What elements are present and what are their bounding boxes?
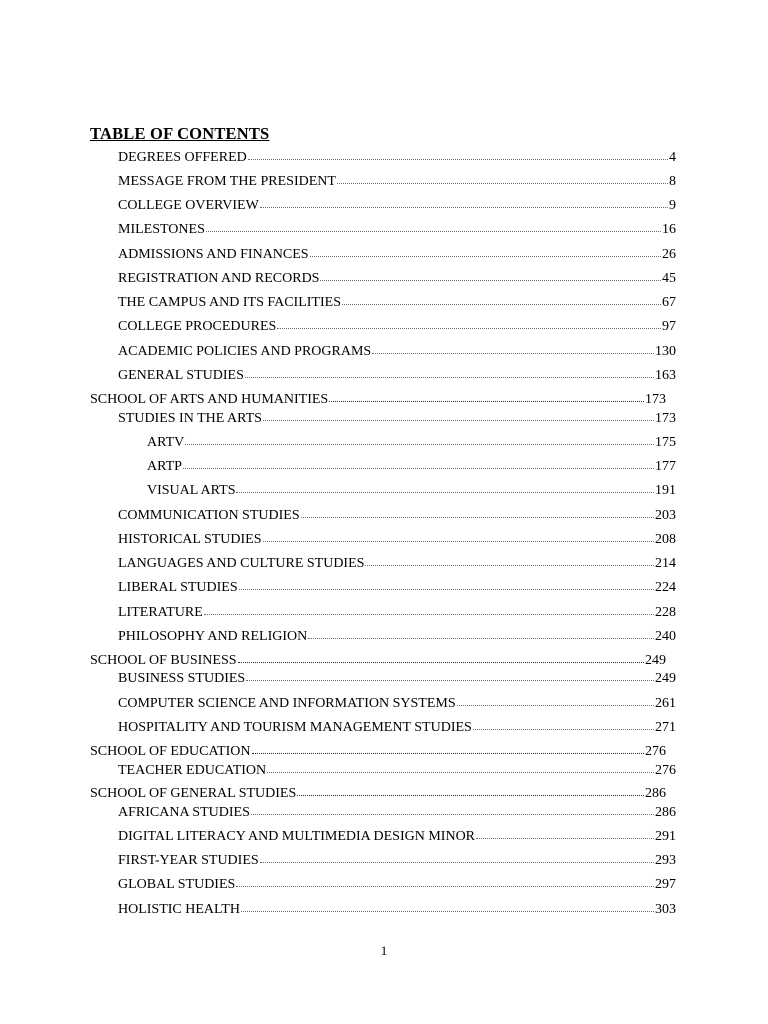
toc-title: TABLE OF CONTENTS	[90, 124, 270, 143]
toc-entry-page: 293	[655, 853, 676, 868]
page-number: 1	[380, 943, 388, 958]
toc-entry[interactable]	[118, 852, 676, 870]
toc-entry-label: DEGREES OFFERED	[118, 150, 247, 165]
toc-entry[interactable]	[118, 343, 676, 361]
dot-leader	[239, 588, 654, 590]
toc-entry-page: 26	[662, 247, 676, 262]
dot-leader	[365, 564, 654, 566]
toc-entry-label: ARTP	[147, 459, 182, 474]
toc-entry[interactable]	[118, 221, 676, 239]
toc-entry[interactable]	[118, 876, 676, 894]
toc-entry[interactable]	[118, 604, 676, 622]
toc-entry-label: LANGUAGES AND CULTURE STUDIES	[118, 556, 365, 571]
toc-entry-page: 276	[655, 763, 676, 778]
toc-entry-page: 228	[655, 605, 676, 620]
toc-entry-page: 97	[662, 319, 676, 334]
dot-leader	[329, 400, 644, 402]
dot-leader	[337, 182, 668, 184]
dot-leader	[263, 540, 654, 542]
toc-entry[interactable]	[118, 507, 676, 525]
toc-entry-label: HOSPITALITY AND TOURISM MANAGEMENT STUDIES	[118, 720, 472, 735]
toc-entry-label: STUDIES IN THE ARTS	[118, 411, 262, 426]
dot-leader	[252, 752, 645, 754]
toc-entry-label: GLOBAL STUDIES	[118, 877, 236, 892]
toc-entry[interactable]	[90, 652, 666, 670]
toc-entry-label: COLLEGE PROCEDURES	[118, 319, 277, 334]
toc-entry[interactable]	[118, 670, 676, 688]
dot-leader	[267, 771, 654, 773]
toc-entry-label: TEACHER EDUCATION	[118, 763, 267, 778]
toc-entry-page: 303	[655, 902, 676, 917]
toc-entry-page: 276	[645, 744, 666, 759]
toc-entry-label: SCHOOL OF BUSINESS	[90, 653, 237, 668]
toc-entry-label: HISTORICAL STUDIES	[118, 532, 262, 547]
dot-leader	[297, 794, 644, 796]
dot-leader	[204, 613, 654, 615]
dot-leader	[241, 910, 654, 912]
dot-leader	[277, 327, 661, 329]
toc-entry-label: REGISTRATION AND RECORDS	[118, 271, 320, 286]
toc-entry-label: SCHOOL OF EDUCATION	[90, 744, 251, 759]
toc-entry[interactable]	[118, 270, 676, 288]
toc-entry-page: 214	[655, 556, 676, 571]
dot-leader	[320, 279, 661, 281]
dot-leader	[263, 419, 654, 421]
dot-leader	[183, 467, 654, 469]
toc-entry[interactable]	[118, 762, 676, 780]
toc-entry-page: 4	[669, 150, 676, 165]
dot-leader	[236, 885, 654, 887]
dot-leader	[457, 704, 654, 706]
toc-entry-page: 45	[662, 271, 676, 286]
toc-entry-page: 67	[662, 295, 676, 310]
toc-entry-page: 249	[655, 671, 676, 686]
toc-entry-page: 8	[669, 174, 676, 189]
toc-entry-page: 271	[655, 720, 676, 735]
dot-leader	[185, 443, 654, 445]
toc-entry-label: PHILOSOPHY AND RELIGION	[118, 629, 308, 644]
toc-entry-page: 203	[655, 508, 676, 523]
toc-entry[interactable]	[118, 318, 676, 336]
toc-entry[interactable]	[147, 482, 676, 500]
toc-entry-page: 130	[655, 344, 676, 359]
dot-leader	[251, 813, 654, 815]
dot-leader	[301, 516, 654, 518]
toc-entry-label: THE CAMPUS AND ITS FACILITIES	[118, 295, 341, 310]
toc-entry-page: 224	[655, 580, 676, 595]
toc-entry-label: COMPUTER SCIENCE AND INFORMATION SYSTEMS	[118, 696, 456, 711]
toc-entry-label: DIGITAL LITERACY AND MULTIMEDIA DESIGN MINOR	[118, 829, 476, 844]
toc-entry-label: MESSAGE FROM THE PRESIDENT	[118, 174, 336, 189]
toc-entry-label: ARTV	[147, 435, 185, 450]
dot-leader	[372, 352, 654, 354]
dot-leader	[342, 303, 661, 305]
toc-entry[interactable]	[118, 695, 676, 713]
dot-leader	[260, 861, 654, 863]
toc-entry-page: 261	[655, 696, 676, 711]
dot-leader	[473, 728, 654, 730]
toc-entry[interactable]	[118, 197, 676, 215]
toc-entry-label: SCHOOL OF GENERAL STUDIES	[90, 786, 297, 801]
toc-entry-page: 173	[655, 411, 676, 426]
toc-entry-label: LITERATURE	[118, 605, 203, 620]
toc-entry-label: MILESTONES	[118, 222, 205, 237]
toc-entry[interactable]	[118, 901, 676, 919]
toc-entry[interactable]	[90, 785, 666, 803]
toc-entry-label: ACADEMIC POLICIES AND PROGRAMS	[118, 344, 372, 359]
toc-entry-page: 191	[655, 483, 676, 498]
toc-entry[interactable]	[90, 391, 666, 409]
toc-entry[interactable]	[118, 555, 676, 573]
dot-leader	[310, 255, 661, 257]
toc-entry[interactable]	[118, 173, 676, 191]
toc-entry-label: COMMUNICATION STUDIES	[118, 508, 300, 523]
toc-entry-label: BUSINESS STUDIES	[118, 671, 246, 686]
toc-entry[interactable]	[147, 458, 676, 476]
dot-leader	[236, 491, 654, 493]
toc-entry[interactable]	[118, 628, 676, 646]
toc-entry-label: VISUAL ARTS	[147, 483, 236, 498]
toc-entry[interactable]	[118, 246, 676, 264]
toc-entry-page: 297	[655, 877, 676, 892]
dot-leader	[308, 637, 654, 639]
toc-entry-label: HOLISTIC HEALTH	[118, 902, 240, 917]
toc-entry[interactable]	[118, 367, 676, 385]
toc-entry[interactable]	[118, 410, 676, 428]
toc-entry-page: 175	[655, 435, 676, 450]
toc-entry-page: 291	[655, 829, 676, 844]
toc-entry-page: 286	[655, 805, 676, 820]
toc-entry-page: 9	[669, 198, 676, 213]
dot-leader	[238, 661, 644, 663]
dot-leader	[248, 158, 668, 160]
toc-entry[interactable]	[118, 149, 676, 167]
dot-leader	[245, 376, 654, 378]
toc-entry[interactable]	[147, 434, 676, 452]
toc-entry-page: 177	[655, 459, 676, 474]
toc-entry[interactable]	[90, 743, 666, 761]
toc-entry[interactable]	[118, 828, 676, 846]
toc-entry-page: 286	[645, 786, 666, 801]
toc-entry-page: 163	[655, 368, 676, 383]
toc-entry-page: 249	[645, 653, 666, 668]
toc-entry-label: LIBERAL STUDIES	[118, 580, 238, 595]
dot-leader	[246, 679, 654, 681]
dot-leader	[476, 837, 654, 839]
dot-leader	[206, 230, 661, 232]
toc-entry-label: ADMISSIONS AND FINANCES	[118, 247, 309, 262]
toc-entry[interactable]	[118, 294, 676, 312]
toc-entry-page: 240	[655, 629, 676, 644]
toc-entry[interactable]	[118, 804, 676, 822]
toc-entry-page: 173	[645, 392, 666, 407]
toc-entry[interactable]	[118, 531, 676, 549]
toc-entry-label: COLLEGE OVERVIEW	[118, 198, 259, 213]
toc-entry-label: GENERAL STUDIES	[118, 368, 244, 383]
toc-entry-page: 208	[655, 532, 676, 547]
toc-entry-page: 16	[662, 222, 676, 237]
toc-entry-label: AFRICANA STUDIES	[118, 805, 250, 820]
dot-leader	[260, 206, 668, 208]
toc-entry[interactable]	[118, 719, 676, 737]
toc-entry-label: SCHOOL OF ARTS AND HUMANITIES	[90, 392, 329, 407]
toc-entry[interactable]	[118, 579, 676, 597]
toc-entry-label: FIRST-YEAR STUDIES	[118, 853, 259, 868]
